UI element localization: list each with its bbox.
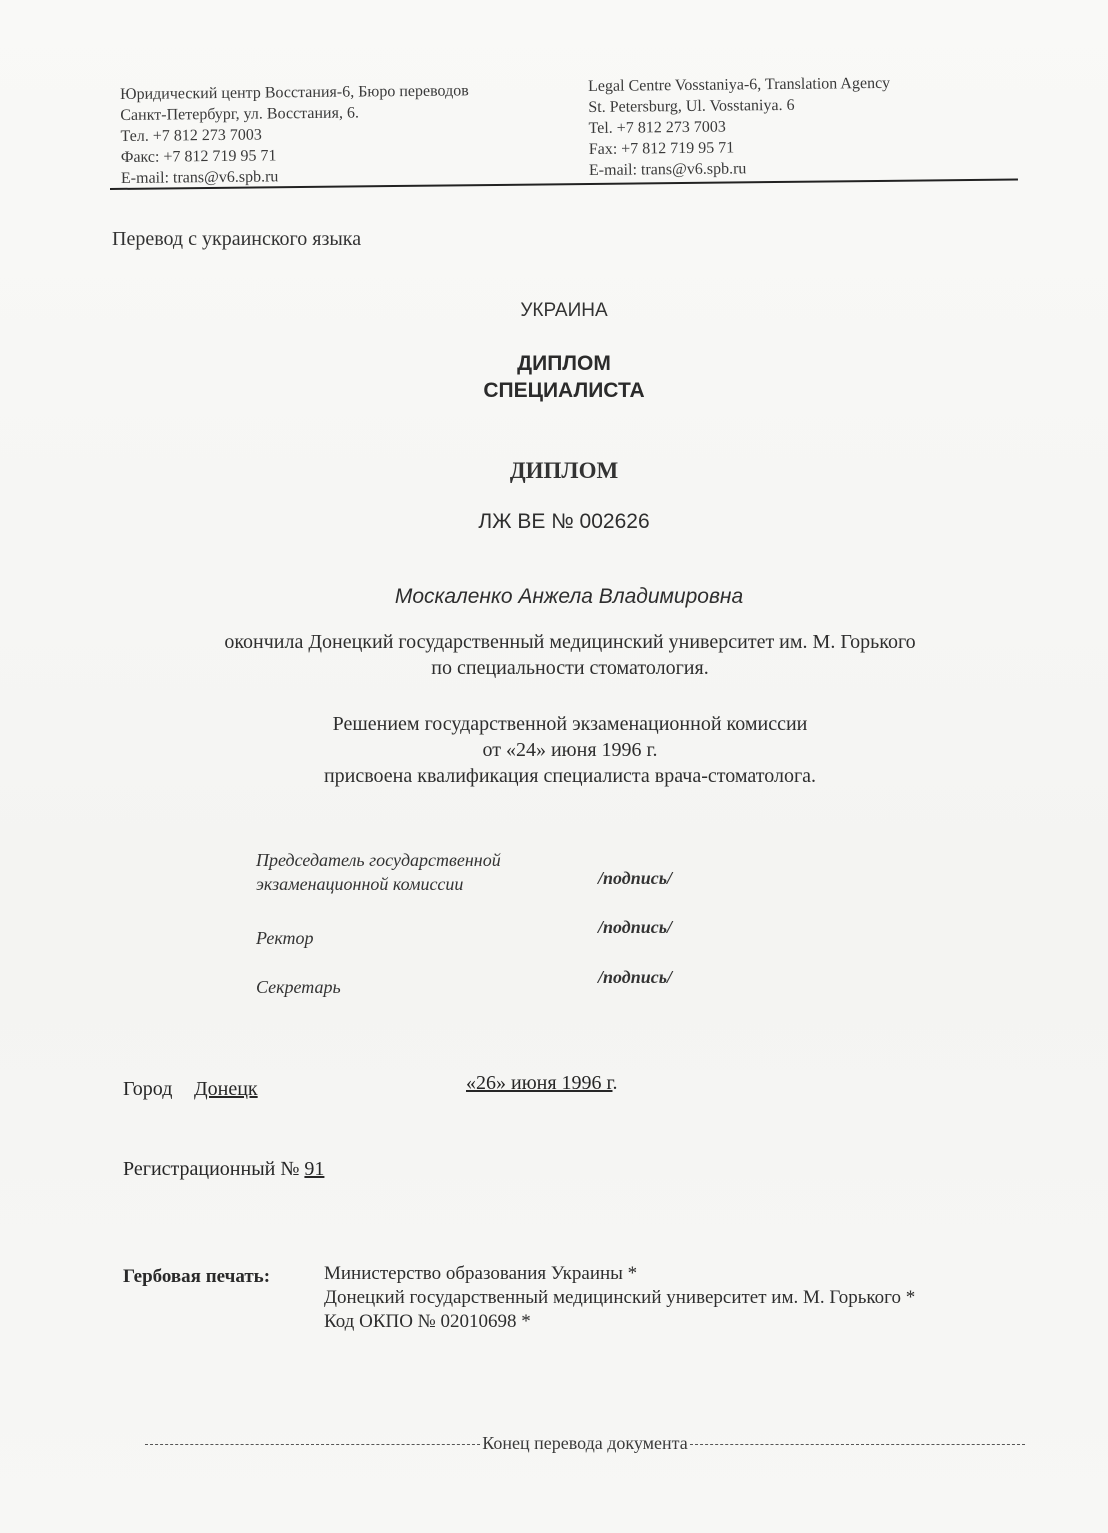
signature-role-line: Председатель государственной (256, 850, 501, 870)
signature-role-secretary: Секретарь (256, 977, 341, 997)
seal-line: Донецкий государственный медицинский университет им. М. Горького * (324, 1287, 916, 1308)
header-right-line: Legal Centre Vosstaniya-6, Translation Agency (588, 74, 891, 95)
seal-line: Код ОКПО № 02010698 * (324, 1311, 531, 1332)
decision-line: Решением государственной экзаменационной комиссии (332, 713, 808, 735)
diploma-title (0, 350, 1108, 404)
header-left-line: Факс: +7 812 719 95 71 (120, 147, 277, 166)
graduation-line: по специальности стоматология. (431, 657, 709, 679)
header-left-line: Санкт-Петербург, ул. Восстания, 6. (120, 104, 359, 124)
seal-line: Министерство образования Украины * (324, 1263, 638, 1284)
holder-name: Москаленко Анжела Владимировна (394, 585, 744, 608)
issue-date-suffix: . (612, 1072, 618, 1094)
translation-note: Перевод с украинского языка (112, 228, 362, 250)
end-dash-left (145, 1444, 480, 1445)
signature-mark-rector: /подпись/ (598, 917, 672, 937)
header-left-address (120, 80, 470, 189)
end-of-translation (145, 1433, 1025, 1454)
issue-date-value: «26» июня 1996 г (466, 1072, 613, 1094)
registration-number (123, 1158, 324, 1181)
signature-role-chairman (256, 848, 501, 896)
seal-text (324, 1262, 915, 1334)
end-dash-right (690, 1444, 1025, 1445)
diploma-title-line1: ДИПЛОМ (517, 352, 611, 375)
header-left-line: E-mail: trans@v6.spb.ru (120, 168, 279, 187)
commission-decision (160, 711, 980, 789)
registration-value: 91 (304, 1158, 325, 1180)
end-of-translation-label: Конец перевода документа (482, 1433, 688, 1453)
graduation-line: окончила Донецкий государственный медицинский университет им. М. Горького (224, 631, 916, 653)
city-value: Донецк (194, 1078, 258, 1100)
signature-role-line: экзаменационной комиссии (256, 874, 464, 894)
decision-line: присвоена квалификация специалиста врача-стоматолога. (323, 765, 817, 787)
signature-role-rector: Ректор (256, 928, 314, 948)
country-heading: УКРАИНА (520, 300, 608, 321)
diploma-title-line2: СПЕЦИАЛИСТА (483, 379, 645, 402)
diploma-subtitle: ДИПЛОМ (509, 458, 619, 483)
decision-line: от «24» июня 1996 г. (482, 739, 658, 761)
header-right-line: St. Petersburg, Ul. Vosstaniya. 6 (588, 96, 795, 116)
city-label: Город (123, 1078, 173, 1100)
diploma-serial-number: ЛЖ ВЕ № 002626 (478, 510, 650, 533)
registration-label: Регистрационный № (123, 1158, 300, 1180)
header-left-line: Тел. +7 812 273 7003 (120, 126, 262, 145)
seal-label: Гербовая печать: (123, 1266, 271, 1287)
header-right-line: Fax: +7 812 719 95 71 (588, 139, 735, 158)
header-right-line: E-mail: trans@v6.spb.ru (588, 160, 747, 179)
issue-date (466, 1072, 618, 1095)
signature-mark-secretary: /подпись/ (598, 967, 672, 987)
graduation-statement (160, 629, 980, 681)
signature-mark-chairman: /подпись/ (598, 868, 672, 888)
header-left-line: Юридический центр Восстания-6, Бюро переводов (120, 82, 469, 103)
header-right-address (588, 73, 891, 181)
header-right-line: Tel. +7 812 273 7003 (588, 118, 726, 137)
